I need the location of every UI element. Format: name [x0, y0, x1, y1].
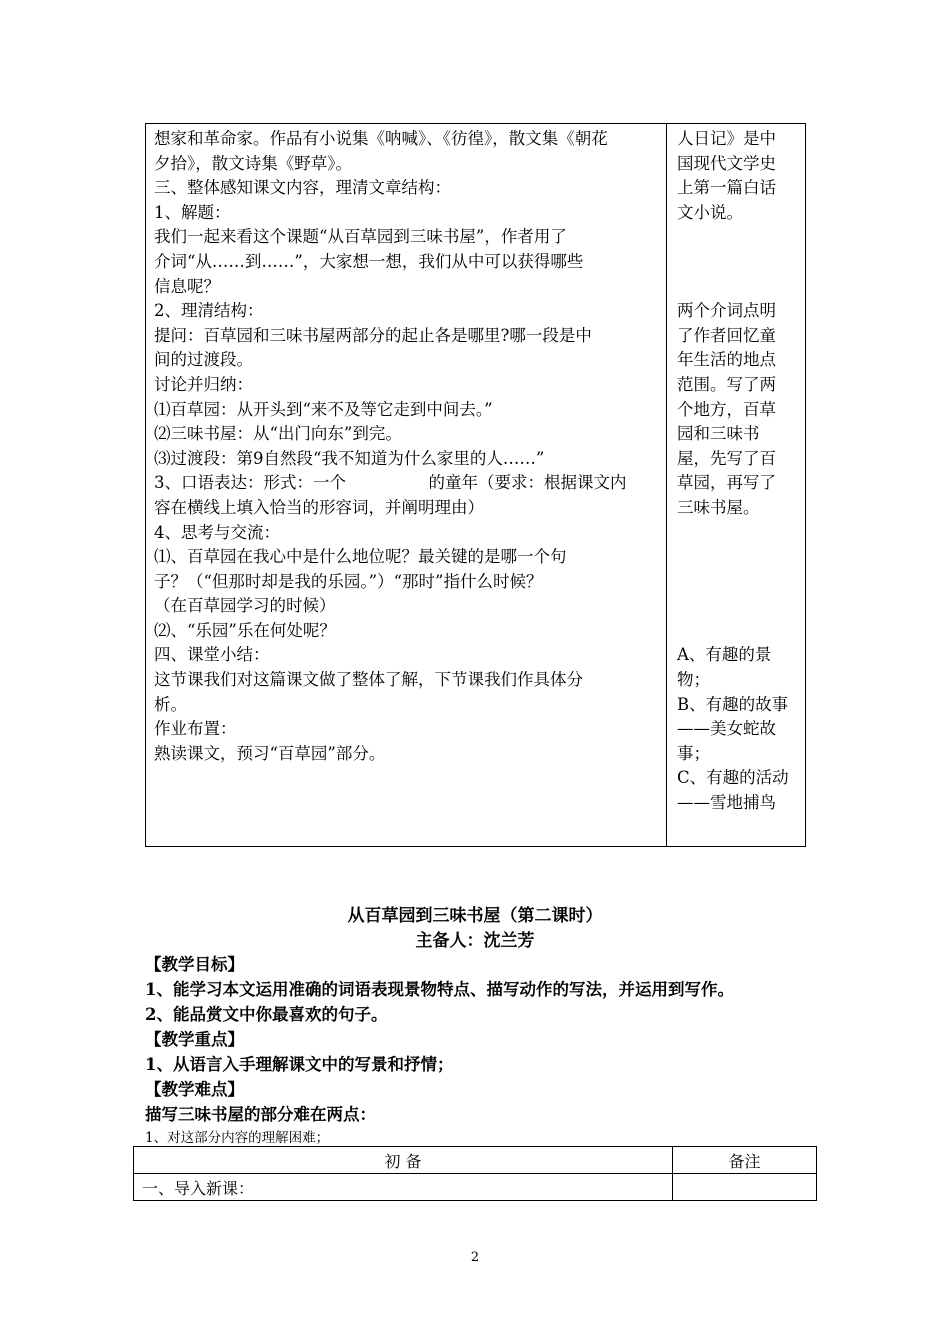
goal-1: 1、能学习本文运用准确的词语表现景物特点、描写动作的写法，并运用到写作。	[145, 980, 734, 999]
main-text-line: ⑴、百草园在我心中是什么地位呢？最关键的是哪一个句	[154, 547, 567, 567]
note-text-line: 草园，再写了	[677, 473, 776, 493]
difficulty-intro: 描写三味书屋的部分难在两点：	[145, 1105, 376, 1124]
note-text-line: 人日记》是中	[677, 129, 776, 148]
difficulty-heading: 【教学难点】	[145, 1080, 244, 1099]
main-text-line: 1、解题：	[154, 202, 231, 222]
note-text-line: A、有趣的景	[677, 645, 772, 665]
main-content-cell	[146, 124, 667, 847]
lesson-title: 从百草园到三味书屋（第二课时）	[347, 906, 603, 926]
note-text-line: 三味书屋。	[677, 497, 760, 517]
main-text-line: 想家和革命家。作品有小说集《呐喊》、《彷徨》，散文集《朝花	[154, 129, 608, 148]
note-text-line	[677, 570, 799, 595]
main-text-line: 三、整体感知课文内容，理清文章结构：	[154, 178, 451, 198]
row1-main: 一、导入新课：	[134, 1174, 673, 1201]
lesson-plan-table-1	[145, 123, 806, 847]
preparer: 主备人：沈兰芳	[415, 931, 535, 951]
key-heading: 【教学重点】	[145, 1030, 244, 1049]
main-text-line: 析。	[154, 694, 187, 714]
note-text-line	[677, 619, 799, 644]
difficulty-1: 1、对这部分内容的理解困难；	[145, 1130, 330, 1146]
note-text-line: C、有趣的活动	[677, 768, 789, 788]
note-text-line: 文小说。	[677, 202, 743, 222]
note-text-line	[677, 225, 799, 250]
main-text-line: 3、口语表达：形式：一个 的童年（要求：根据课文内	[154, 473, 627, 493]
main-text-line: 这节课我们对这篇课文做了整体了解，下节课我们作具体分	[154, 670, 583, 690]
main-text-line: （在百草园学习的时候）	[154, 596, 336, 616]
note-text-line: 国现代文学史	[677, 153, 776, 173]
main-text-line: 子？（“但那时却是我的乐园。”）“那时”指什么时候？	[154, 571, 543, 591]
main-text-line: 四、课堂小结：	[154, 645, 270, 665]
note-text-line	[677, 250, 799, 275]
main-text-line: 夕拾》，散文诗集《野草》。	[154, 153, 352, 173]
note-text-line: ——雪地捕鸟	[677, 793, 776, 813]
key-point-1: 1、从语言入手理解课文中的写景和抒情；	[145, 1055, 454, 1074]
note-text-line: B、有趣的故事	[677, 694, 789, 714]
note-text-line: 上第一篇白话	[677, 178, 776, 198]
note-text-line	[677, 594, 799, 619]
note-text-line: 范围。写了两	[677, 374, 776, 394]
main-text-line: 2、理清结构：	[154, 301, 264, 321]
header-main: 初 备	[134, 1147, 673, 1174]
notes-text	[667, 124, 805, 816]
note-text-line: 两个介词点明	[677, 301, 776, 321]
main-text-line: 我们一起来看这个课题“从百草园到三味书屋”，作者用了	[154, 227, 567, 247]
lesson-plan-table-2	[133, 1146, 817, 1201]
goals-heading: 【教学目标】	[145, 955, 244, 974]
note-text-line: ——美女蛇故	[677, 719, 776, 739]
note-text-line: 屋，先写了百	[677, 448, 776, 468]
main-text-line: 容在横线上填入恰当的形容词，并阐明理由）	[154, 497, 484, 517]
note-text-line: 年生活的地点	[677, 350, 776, 370]
main-text-line: 介词“从……到……”，大家想一想，我们从中可以获得哪些	[154, 251, 584, 271]
main-text-line: ⑵三味书屋：从“出门向东”到完。	[154, 424, 402, 444]
main-text-line: 熟读课文，预习“百草园”部分。	[154, 743, 386, 763]
note-text-line	[677, 521, 799, 546]
main-text-line: 讨论并归纳：	[154, 374, 253, 394]
main-text-line: 提问：百草园和三味书屋两部分的起止各是哪里?哪一段是中	[154, 325, 592, 345]
row1-notes	[673, 1174, 817, 1201]
note-text-line: 个地方，百草	[677, 399, 776, 419]
main-text-line: 作业布置：	[154, 719, 237, 739]
main-text-line: 4、思考与交流：	[154, 522, 280, 542]
main-text-line: ⑵、“乐园”乐在何处呢？	[154, 620, 336, 640]
main-text-line: ⑶过渡段：第9自然段“我不知道为什么家里的人……”	[154, 448, 545, 468]
notes-cell	[667, 124, 806, 847]
note-text-line: 事；	[677, 743, 710, 763]
header-notes: 备注	[673, 1147, 817, 1174]
note-text-line	[677, 275, 799, 300]
note-text-line	[677, 545, 799, 570]
page-number: 2	[470, 1250, 480, 1265]
main-text-line: ⑴百草园：从开头到“来不及等它走到中间去。”	[154, 399, 493, 419]
main-text-line: 间的过渡段。	[154, 350, 253, 370]
note-text-line: 物；	[677, 670, 710, 690]
main-text-line: 信息呢？	[154, 276, 220, 296]
note-text-line: 园和三味书	[677, 424, 760, 444]
main-content-text	[146, 124, 666, 766]
note-text-line: 了作者回忆童	[677, 325, 776, 345]
goal-2: 2、能品赏文中你最喜欢的句子。	[145, 1005, 388, 1024]
